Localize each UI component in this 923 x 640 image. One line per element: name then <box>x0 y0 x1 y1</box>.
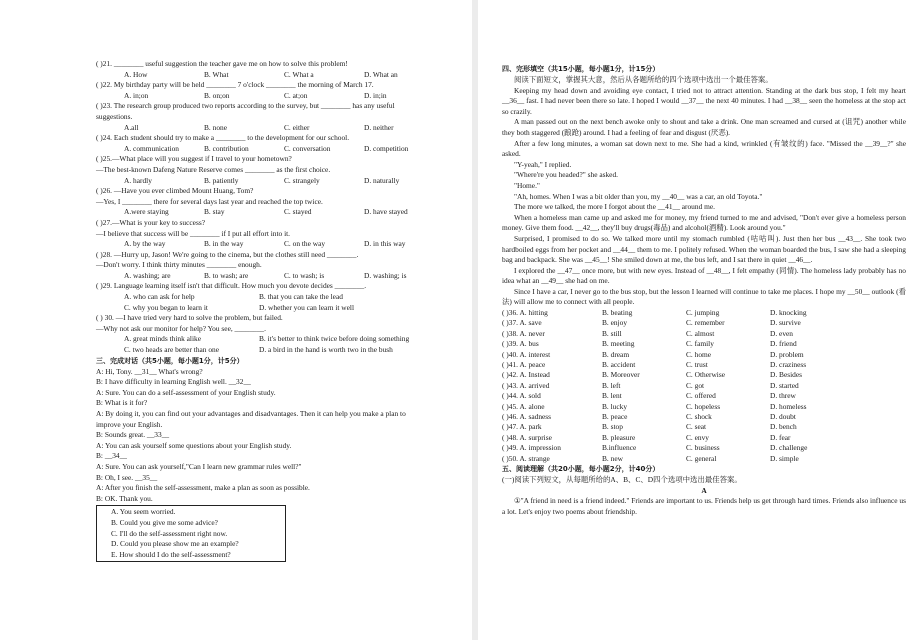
cloze-paragraph: I explored the __47__ once more, but with new eyes. Instead of __48__, I felt empathy (同情). The homeless lady probably has no idea what an __49__ she had on me. <box>502 265 906 286</box>
passage-label: A <box>701 485 707 495</box>
mc-question <box>96 313 460 355</box>
cloze-option-a: ( )46. A. sadness <box>502 411 552 421</box>
answer-option: D. have stayed <box>364 207 408 217</box>
dialog-line: A: After you finish the self-assessment, make a plan as soon as possible. <box>96 483 310 493</box>
cloze-option-a: ( )44. A. sold <box>502 391 541 401</box>
cloze-option-c: C. jumping <box>686 308 720 318</box>
answer-option: A.all <box>124 122 139 132</box>
cloze-option-a: ( )39. A. bus <box>502 339 539 349</box>
answer-option: D. neither <box>364 122 394 132</box>
option-row <box>96 91 460 102</box>
answer-option: C. strangely <box>284 175 320 185</box>
mc-question <box>96 186 460 218</box>
question-text-cont: —The best-known Dafeng Nature Reserve comes ________ as the first choice. <box>96 164 331 174</box>
answer-option: D. in this way <box>364 239 406 249</box>
cloze-paragraph: "Home." <box>514 180 540 190</box>
question-text-cont: suggestions. <box>96 111 133 121</box>
cloze-option-d: D. doubt <box>770 411 796 421</box>
cloze-option-b: B. pleasure <box>602 432 636 442</box>
cloze-option-c: C. seat <box>686 422 707 432</box>
cloze-paragraph: A man passed out on the next bench awoke only to shout and take a drink. One man screamed and cursed at (诅咒) another while they both staggered (踉跄) around. I had a feeling of fear and disgust (厌恶). <box>502 117 906 137</box>
section-heading-reading: 五、阅读理解（共20小题，每小题2分，计40分） <box>502 464 660 473</box>
cloze-option-d: D. fear <box>770 432 791 442</box>
answer-option: B. on;on <box>204 90 230 100</box>
cloze-option-b: B. peace <box>602 411 628 421</box>
question-text: ( )26. —Have you ever climbed Mount Huang, Tom? <box>96 186 254 196</box>
answer-option: B. in the way <box>204 239 244 249</box>
question-text-cont: —Yes, I ________ there for several days last year and reached the top twice. <box>96 196 323 206</box>
answer-option: B. stay <box>204 207 225 217</box>
reading-instruction: (一)阅读下列短文，从每题所给的A、B、C、D四个选项中选出最佳答案。 <box>502 474 742 484</box>
left-column <box>96 59 460 562</box>
cloze-instruction: 阅读下面短文，掌握其大意，然后从各题所给的四个选项中选出一个最佳答案。 <box>514 75 773 84</box>
question-text: ( )27.—What is your key to success? <box>96 217 205 227</box>
cloze-option-b: B. new <box>602 453 623 463</box>
answer-option: A.were staying <box>124 207 169 217</box>
cloze-option-d: D. knocking <box>770 308 807 318</box>
dialog-line: A: Hi, Tony. __31__ What's wrong? <box>96 366 203 376</box>
box-option: E. How should I do the self-assessment? <box>111 549 231 559</box>
box-option: A. You seem worried. <box>111 507 176 517</box>
answer-option: B. that you can take the lead <box>259 292 343 302</box>
cloze-option-a: ( )36. A. hitting <box>502 308 548 318</box>
answer-option: A. communication <box>124 143 180 153</box>
cloze-paragraph: "Y-yeah," I replied. <box>514 159 572 169</box>
cloze-option-c: C. general <box>686 453 717 463</box>
question-text: ( )28. —Hurry up, Jason! We're going to the cinema, but the clothes still need ________. <box>96 249 359 259</box>
cloze-option-b: B. dream <box>602 349 630 359</box>
cloze-option-d: D. even <box>770 328 793 338</box>
answer-option: B. to wash; are <box>204 270 249 280</box>
answer-option: B. contribution <box>204 143 249 153</box>
cloze-option-d: D. threw <box>770 391 796 401</box>
cloze-option-d: D. simple <box>770 453 799 463</box>
answer-option: A. by the way <box>124 239 166 249</box>
answer-option: B. patiently <box>204 175 239 185</box>
answer-option: C. at;on <box>284 90 308 100</box>
answer-option: D. in;in <box>364 90 387 100</box>
answer-option: B. none <box>204 122 227 132</box>
dialog-line: improve your English. <box>96 419 163 429</box>
answer-option: D. washing; is <box>364 270 407 280</box>
mc-question <box>96 154 460 186</box>
cloze-option-b: B. accident <box>602 360 636 370</box>
question-text: ( )21. ________ useful suggestion the teacher gave me on how to solve this problem! <box>96 59 348 68</box>
cloze-option-d: D. homeless <box>770 401 807 411</box>
cloze-paragraph: Since I have a car, I never go to the bus stop, but the lesson I learned will continue to take me places. I hope my __50__ outlook (看法) will allow me to connect with all people. <box>502 286 906 307</box>
cloze-option-a: ( )37. A. save <box>502 318 542 328</box>
cloze-option-a: ( )50. A. strange <box>502 453 550 463</box>
cloze-option-d: D. problem <box>770 349 804 359</box>
question-text-cont: —Don't worry. I think thirty minutes ________ enough. <box>96 260 262 270</box>
answer-option: D. a bird in the hand is worth two in the bush <box>259 345 393 355</box>
section-heading-dialog: 三、完成对话（共5小题，每小题1分，计5分） <box>96 356 244 365</box>
cloze-option-d: D. bench <box>770 422 797 432</box>
answer-option: A. who can ask for help <box>124 292 195 302</box>
cloze-option-c: C. remember <box>686 318 725 328</box>
mc-question <box>96 80 460 101</box>
option-row <box>96 292 460 303</box>
dialog-line: B: I have difficulty in learning English well. __32__ <box>96 377 251 387</box>
answer-option: D. naturally <box>364 175 400 185</box>
dialog-line: A: Sure. You can ask yourself,"Can I learn new grammar rules well?" <box>96 461 302 471</box>
option-row <box>96 144 460 155</box>
cloze-option-a: ( )45. A. alone <box>502 401 545 411</box>
cloze-option-c: C. shock <box>686 411 712 421</box>
cloze-option-b: B. beating <box>602 308 633 318</box>
answer-option: D. competition <box>364 143 409 153</box>
cloze-option-row <box>502 308 906 318</box>
cloze-option-b: B. stop <box>602 422 623 432</box>
dialog-line: B: __34__ <box>96 451 128 461</box>
cloze-paragraph: Surprised, I promised to do so. We talked more until my stomach rumbled (咕咕叫). Just then her bus __43__. She took two hardboiled eggs from her pocket and __44__ them to me. I politely refused. When the woman boarded the bus, I saw she had a sleeping bag and backpack. She was __45__! She smiled down at me, the bus left, and I sat there in quiet __46__. <box>502 233 906 265</box>
dialog-line: A: Sure. You can do a self-assessment of your English study. <box>96 387 276 397</box>
answer-option: C. to wash; is <box>284 270 325 280</box>
dialog-line: A: By doing it, you can find out your advantages and disadvantages. Then it can help you make a plan to <box>96 409 406 418</box>
cloze-option-row <box>502 422 906 432</box>
question-text: ( )25.—What place will you suggest if I travel to your hometown? <box>96 154 292 164</box>
cloze-paragraph: When a homeless man came up and asked me for money, my friend turned to me and advised, "Don't ever give a homeless person money. Give them food. __42__, they'll buy drugs(毒品) and alcohol(酒精). Look around you." <box>502 212 906 233</box>
cloze-option-c: C. almost <box>686 328 715 338</box>
answer-option: B. it's better to think twice before doing something <box>259 334 410 344</box>
cloze-option-row <box>502 329 906 339</box>
cloze-option-b: B. lent <box>602 391 622 401</box>
cloze-paragraph: After a few long minutes, a woman sat down next to me. She had a kind, wrinkled (有皱纹的) face. "Missed the __39__?" she asked. <box>502 138 906 159</box>
cloze-option-d: D. survive <box>770 318 801 328</box>
dialog-line: B: Sounds great. __33__ <box>96 430 170 440</box>
cloze-option-b: B. meeting <box>602 339 635 349</box>
cloze-option-b: B. left <box>602 380 621 390</box>
answer-option: C. why you began to learn it <box>124 302 208 312</box>
cloze-option-d: D. friend <box>770 339 797 349</box>
dialog-line: B: What is it for? <box>96 398 148 408</box>
mc-question <box>96 250 460 282</box>
dialog-line: B: OK. Thank you. <box>96 493 153 503</box>
mc-question <box>96 133 460 154</box>
cloze-option-c: C. Otherwise <box>686 370 725 380</box>
cloze-option-a: ( )48. A. surprise <box>502 432 552 442</box>
cloze-option-c: C. envy <box>686 432 709 442</box>
cloze-option-row <box>502 402 906 412</box>
question-text: ( )29. Language learning itself isn't that difficult. How much you devote decides ________. <box>96 281 367 291</box>
cloze-option-c: C. got <box>686 380 705 390</box>
mc-question <box>96 101 460 133</box>
answer-option: A. How <box>124 69 148 79</box>
option-row <box>96 271 460 282</box>
cloze-paragraph: The more we talked, the more I forgot about the __41__ around me. <box>514 202 715 212</box>
cloze-option-a: ( )42. A. Instead <box>502 370 550 380</box>
option-row <box>96 334 460 345</box>
cloze-option-row <box>502 454 906 464</box>
cloze-option-row <box>502 318 906 328</box>
cloze-option-b: B. lucky <box>602 401 628 411</box>
cloze-option-c: C. business <box>686 443 720 453</box>
box-option: D. Could you please show me an example? <box>111 539 239 549</box>
answer-option: A. great minds think alike <box>124 334 201 344</box>
cloze-option-row <box>502 412 906 422</box>
cloze-option-row <box>502 350 906 360</box>
answer-option: C. stayed <box>284 207 312 217</box>
cloze-option-d: D. started <box>770 380 799 390</box>
right-column <box>502 64 906 517</box>
cloze-option-b: B. enjoy <box>602 318 628 328</box>
cloze-option-c: C. trust <box>686 360 708 370</box>
cloze-option-a: ( )38. A. never <box>502 328 545 338</box>
box-option: C. I'll do the self-assessment right now. <box>111 528 228 538</box>
cloze-paragraph: Keeping my head down and avoiding eye contact, I tried not to attract attention. Standing at the dark bus stop, I felt my heart __36__ fast. I had never been there so late. I hoped I would __37__ the next 40 minutes. I had __38__ seen the homeless at the stop act so crazily. <box>502 85 906 116</box>
cloze-paragraph: "Where're you headed?" she asked. <box>514 170 619 180</box>
answer-option: D. whether you can learn it well <box>259 302 355 312</box>
passage-text: ①"A friend in need is a friend indeed." Friends are important to us. Friends help us get through hard times. Friends also influence us a lot. Let's enjoy two poems about friendship. <box>502 496 906 516</box>
cloze-option-a: ( )47. A. park <box>502 422 542 432</box>
options-box <box>96 505 286 562</box>
cloze-option-d: D. challenge <box>770 443 808 453</box>
cloze-option-b: B. Moreover <box>602 370 640 380</box>
answer-option: C. either <box>284 122 310 132</box>
exam-page-right <box>478 0 923 640</box>
answer-option: C. conversation <box>284 143 331 153</box>
option-row <box>96 239 460 250</box>
question-text: ( )24. Each student should try to make a ________ to the development for our school. <box>96 133 350 143</box>
cloze-option-row <box>502 391 906 401</box>
cloze-option-d: D. craziness <box>770 360 807 370</box>
cloze-option-row <box>502 360 906 370</box>
option-row <box>96 345 460 356</box>
mc-question <box>96 59 460 80</box>
cloze-option-b: B. still <box>602 328 622 338</box>
option-row <box>96 207 460 218</box>
cloze-option-a: ( )43. A. arrived <box>502 380 550 390</box>
cloze-option-row <box>502 443 906 453</box>
cloze-option-row <box>502 433 906 443</box>
cloze-option-b: B.influence <box>602 443 637 453</box>
section-heading-cloze: 四、完形填空（共15小题，每小题1分，计15分） <box>502 65 660 73</box>
option-row <box>96 176 460 187</box>
answer-option: A. washing; are <box>124 270 171 280</box>
dialog-line: A: You can ask yourself some questions about your English study. <box>96 440 292 450</box>
cloze-option-row <box>502 381 906 391</box>
answer-option: C. on the way <box>284 239 326 249</box>
option-row <box>96 303 460 314</box>
cloze-option-c: C. hopeless <box>686 401 721 411</box>
cloze-option-c: C. family <box>686 339 714 349</box>
answer-option: D. What an <box>364 69 398 79</box>
mc-question <box>96 218 460 250</box>
cloze-option-row <box>502 339 906 349</box>
answer-option: C. two heads are better than one <box>124 345 220 355</box>
answer-option: C. What a <box>284 69 314 79</box>
box-option: B. Could you give me some advice? <box>111 517 218 527</box>
cloze-option-d: D. Besides <box>770 370 803 380</box>
question-text: ( )23. The research group produced two reports according to the survey, but ________ has any useful <box>96 101 395 111</box>
answer-option: A. hardly <box>124 175 152 185</box>
cloze-option-c: C. offered <box>686 391 716 401</box>
cloze-option-c: C. home <box>686 349 712 359</box>
mc-question <box>96 281 460 313</box>
answer-option: A. in;on <box>124 90 149 100</box>
question-text: ( )22. My birthday party will be held ________ 7 o'clock ________ the morning of March 17. <box>96 80 374 90</box>
cloze-option-row <box>502 370 906 380</box>
cloze-option-a: ( )49. A. impression <box>502 443 561 453</box>
question-text-cont: —I believe that success will be ________ if I put all effort into it. <box>96 228 291 238</box>
cloze-paragraph: "Ah, homes. When I was a bit older than you, my __40__ was a car, an old Toyota." <box>514 191 763 201</box>
option-row <box>96 123 460 134</box>
answer-option: B. What <box>204 69 229 79</box>
cloze-option-a: ( )41. A. peace <box>502 360 546 370</box>
cloze-option-a: ( )40. A. interest <box>502 349 551 359</box>
option-row <box>96 70 460 81</box>
dialog-line: B: Oh, I see. __35__ <box>96 472 158 482</box>
question-text: ( ) 30. —I have tried very hard to solve the problem, but failed. <box>96 313 283 323</box>
question-text-cont: —Why not ask our monitor for help? You see, ________. <box>96 323 266 333</box>
